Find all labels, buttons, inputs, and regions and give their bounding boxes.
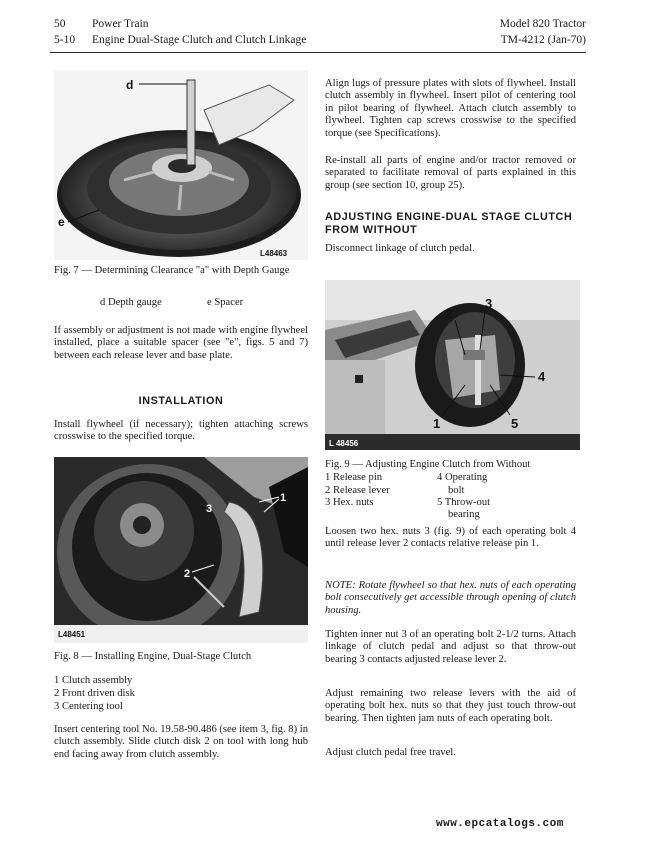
fig9-label-3: 3 <box>485 296 493 311</box>
fig7-caption: Fig. 7 — Determining Clearance "a" with Depth Gauge <box>54 265 290 276</box>
fig9-label-5: 5 <box>511 416 519 431</box>
fig8-legend-3: 3 Centering tool <box>54 701 123 712</box>
fig8-photo <box>54 457 308 643</box>
fig9-legend-release-pin: 1 Release pin <box>325 472 383 483</box>
fig7-photo <box>54 70 308 260</box>
header-model: Model 820 Tractor <box>499 18 586 30</box>
header-title-sub: Engine Dual-Stage Clutch and Clutch Linkage <box>92 34 307 46</box>
fig8-legend-2: 2 Front driven disk <box>54 688 135 699</box>
fig8-legend-1: 1 Clutch assembly <box>54 675 133 686</box>
header-manual-code: TM-4212 (Jan-70) <box>500 34 586 46</box>
fig8-caption: Fig. 8 — Installing Engine, Dual-Stage Clutch <box>54 651 252 662</box>
heading-adjusting: ADJUSTING ENGINE-DUAL STAGE CLUTCH FROM WITHOUT <box>325 211 573 236</box>
fig9-label-1: 1 <box>433 416 441 431</box>
fig7-legend-e: e Spacer <box>207 297 244 308</box>
fig9-legend-throw-out: 5 Throw-out <box>437 497 491 508</box>
fig7-label-d: d <box>126 78 134 92</box>
fig9-legend-bearing: bearing <box>448 509 480 520</box>
fig8-label-3: 3 <box>206 503 213 515</box>
fig9-legend-release-lever: 2 Release lever <box>325 485 390 496</box>
fig9-code: L 48456 <box>329 439 359 448</box>
para-disconnect: Disconnect linkage of clutch pedal. <box>325 243 475 254</box>
fig9-caption: Fig. 9 — Adjusting Engine Clutch from Without <box>325 459 531 470</box>
note-rotate-flywheel: NOTE: Rotate flywheel so that hex. nuts of each operating bolt consecutively get accessible through opening of clutch housing. <box>325 580 576 616</box>
para-reinstall: Re-install all parts of engine and/or tractor removed or separated to facilitate removal of parts explained in this group (see section 10, group 25). <box>325 155 576 191</box>
header-rule <box>50 52 586 53</box>
header-title-main: Power Train <box>92 18 149 30</box>
fig9-photo <box>325 280 580 450</box>
fig7-label-e: e <box>58 215 65 229</box>
heading-installation: INSTALLATION <box>138 395 224 407</box>
fig8-label-2: 2 <box>184 568 191 580</box>
fig7-code: L48463 <box>260 249 288 258</box>
para-spacer: If assembly or adjustment is not made with engine flywheel installed, place a suitable spacer (see "e", figs. 5 and 7) between each release lever and base plate. <box>54 325 308 361</box>
fig9-legend-hex-nuts: 3 Hex. nuts <box>325 497 374 508</box>
para-loosen-nuts: Loosen two hex. nuts 3 (fig. 9) of each operating bolt 4 until release lever 2 contacts relative release pin 1. <box>325 526 576 550</box>
section-number: 5-10 <box>54 34 76 46</box>
footer-website[interactable]: www.epcatalogs.com <box>436 818 564 830</box>
para-install-flywheel: Install flywheel (if necessary); tighten attaching screws crosswise to the specified torque. <box>54 419 308 443</box>
para-align-lugs: Align lugs of pressure plates with slots of flywheel. Install clutch assembly in flywheel. Insert pilot of centering tool in pilot bearing of flywheel. Attach clutch assembly to flywheel. Tighten cap screws crosswise to the specified torque (see Specifications). <box>325 78 576 139</box>
fig9-legend-operating: 4 Operating <box>437 472 488 483</box>
para-free-travel: Adjust clutch pedal free travel. <box>325 747 456 758</box>
para-tighten-inner-nut: Tighten inner nut 3 of an operating bolt 2-1/2 turns. Attach linkage of clutch pedal and adjust so that throw-out bearing 3 contacts adjusted release lever 2. <box>325 629 576 665</box>
fig7-legend-d: d Depth gauge <box>100 297 162 308</box>
para-adjust-remaining: Adjust remaining two release levers with the aid of operating bolt hex. nuts so that they just touch throw-out bearing. Then tighten jam nuts of each operating bolt. <box>325 688 576 724</box>
fig9-label-2: 2 <box>445 306 453 321</box>
fig8-code: L48451 <box>58 630 86 639</box>
para-centering-tool: Insert centering tool No. 19.58-90.486 (see item 3, fig. 8) in clutch assembly. Slide clutch disk 2 on tool with long hub end facing away from clutch assembly. <box>54 724 308 760</box>
fig9-label-4: 4 <box>538 369 546 384</box>
fig8-label-1: 1 <box>280 492 287 504</box>
fig9-legend-bolt: bolt <box>448 485 465 496</box>
page-number: 50 <box>54 18 66 30</box>
